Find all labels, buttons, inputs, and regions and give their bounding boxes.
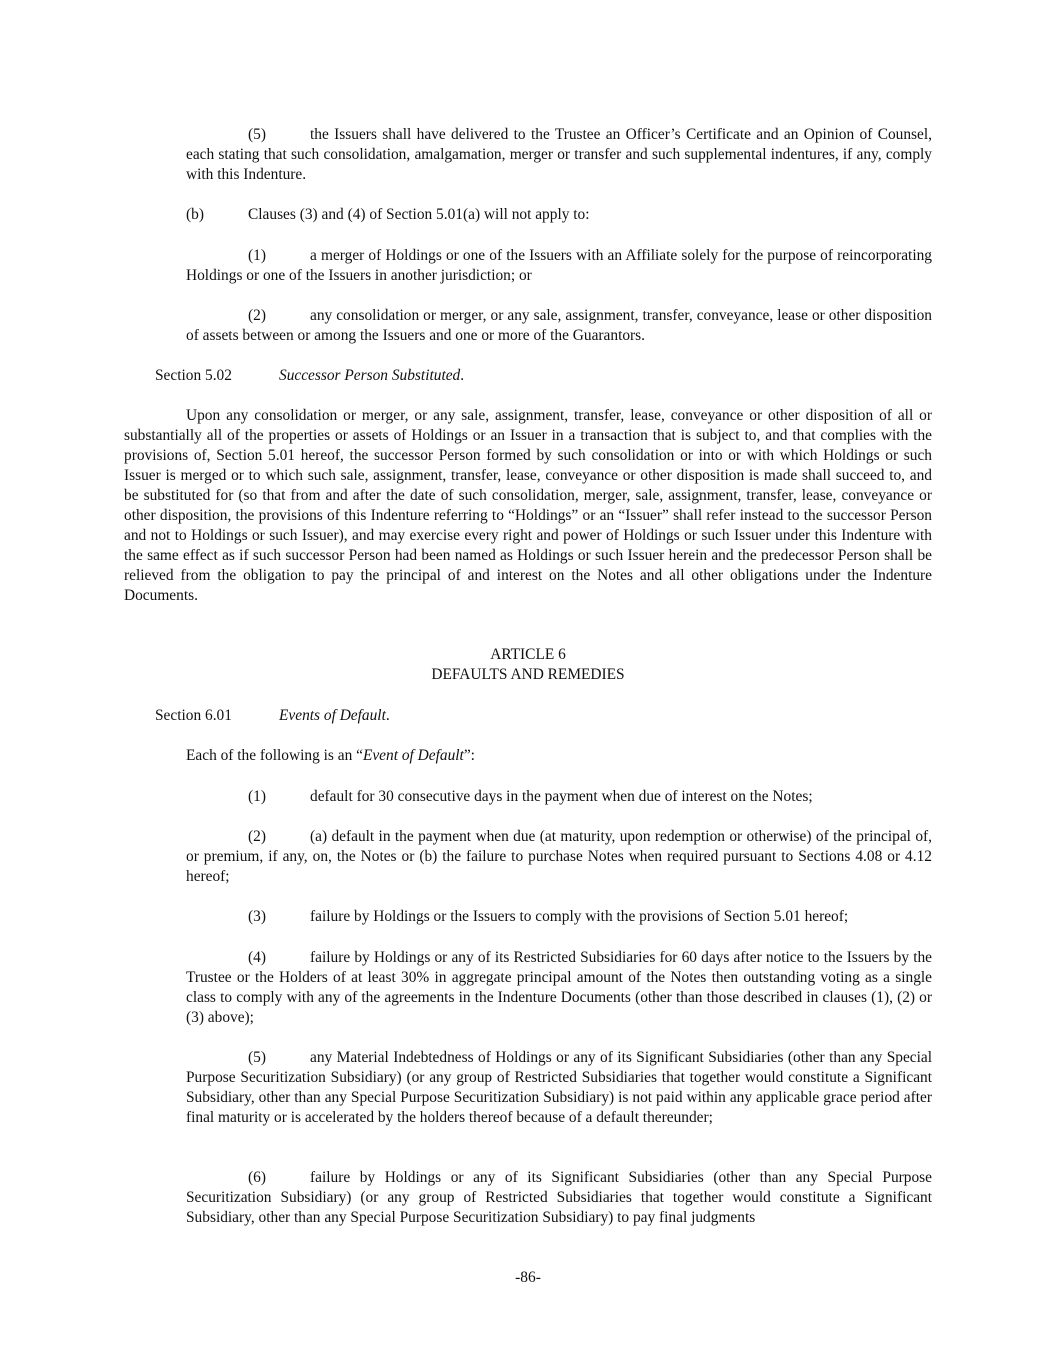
clause-b2 xyxy=(186,306,932,346)
clause-number: (5) xyxy=(248,1049,266,1066)
event-of-default-item xyxy=(186,787,932,807)
clause-number: (4) xyxy=(248,949,266,966)
clause-text: (a) default in the payment when due (at maturity, upon redemption or otherwise) of the principal of, or premium, if any, on, the Notes or (b) the failure to purchase Notes when required pursuant to Sections 4.08 or 4.12 hereof; xyxy=(186,828,932,885)
clause-number: (1) xyxy=(248,788,266,805)
section-heading-502 xyxy=(155,366,464,386)
clause-text: failure by Holdings or any of its Significant Subsidiaries (other than any Special Purpose Securitization Subsidiary) (or any group of Restricted Subsidiaries that together would constitute a Significant Subsidiary, other than any Special Purpose Securitization Subsidiary) to pay final judgments xyxy=(186,1169,932,1226)
clause-b xyxy=(186,205,932,225)
clause-text: failure by Holdings or any of its Restricted Subsidiaries for 60 days after notice to the Issuers by the Trustee or the Holders of at least 30% in aggregate principal amount of the Notes then outstanding voting as a single class to comply with any of the agreements in the Indenture Documents (other than those described in clauses (1), (2) or (3) above); xyxy=(186,949,932,1026)
clause-number: (1) xyxy=(248,247,266,264)
page-number: -86- xyxy=(515,1269,541,1286)
clause-number: (2) xyxy=(248,307,266,324)
clause-text: default for 30 consecutive days in the payment when due of interest on the Notes; xyxy=(310,788,813,805)
clause-number: (b) xyxy=(186,206,204,223)
event-of-default-item xyxy=(186,1048,932,1128)
section-502-body: Upon any consolidation or merger, or any sale, assignment, transfer, lease, conveyance or other disposition of all or substantially all of the properties or assets of Holdings or an Issuer in a transaction that is subject to, and that complies with the provisions of, Section 5.01 hereof, the successor Person formed by such consolidation or into or with which Holdings or such Issuer is merged or to which such sale, assignment, transfer, lease, conveyance or other disposition is made shall succeed to, and be substituted for (so that from and after the date of such consolidation, merger, sale, assignment, transfer, lease, conveyance or other disposition, the provisions of this Indenture referring to “Holdings” or an “Issuer” shall refer instead to the successor Person and not to Holdings or such Issuer), and may exercise every right and power of Holdings or such Issuer under this Indenture with the same effect as if such successor Person had been named as Holdings or such Issuer herein and the predecessor Person shall be relieved from the obligation to pay the principal of and interest on the Notes and all other obligations under the Indenture Documents. xyxy=(124,407,932,604)
clause-b1 xyxy=(186,246,932,286)
event-of-default-item xyxy=(186,948,932,1028)
clause-number: (6) xyxy=(248,1169,266,1186)
section-label: Section 6.01 xyxy=(155,707,232,724)
section-title-period: . xyxy=(385,707,390,724)
clause-number: (3) xyxy=(248,908,266,925)
event-of-default-item xyxy=(186,1168,932,1228)
event-of-default-item xyxy=(186,907,932,927)
intro-text-end: ”: xyxy=(463,747,475,764)
clause-text: any consolidation or merger, or any sale, assignment, transfer, conveyance, lease or other disposition of assets between or among the Issuers and one or more of the Guarantors. xyxy=(186,307,932,344)
article-heading: ARTICLE 6 xyxy=(490,646,566,663)
section-heading-601 xyxy=(155,706,390,726)
events-intro xyxy=(186,746,932,766)
clause-number: (2) xyxy=(248,828,266,845)
article-subheading: DEFAULTS AND REMEDIES xyxy=(431,666,625,683)
clause-text: any Material Indebtedness of Holdings or any of its Significant Subsidiaries (other than any Special Purpose Securitization Subsidiary) (or any group of Restricted Subsidiaries that together would constitute a Significant Subsidiary, other than any Special Purpose Securitization Subsidiary) is not paid within any applicable grace period after final maturity or is accelerated by the holders thereof because of a default thereunder; xyxy=(186,1049,932,1126)
clause-number: (5) xyxy=(248,126,266,143)
clause-text: failure by Holdings or the Issuers to comply with the provisions of Section 5.01 hereof; xyxy=(310,908,849,925)
section-label: Section 5.02 xyxy=(155,367,232,384)
section-title: Events of Default xyxy=(279,707,386,724)
event-of-default-item xyxy=(186,827,932,887)
clause-text: a merger of Holdings or one of the Issuers with an Affiliate solely for the purpose of reincorporating Holdings or one of the Issuers in another jurisdiction; or xyxy=(186,247,932,284)
clause-text: the Issuers shall have delivered to the Trustee an Officer’s Certificate and an Opinion of Counsel, each stating that such consolidation, amalgamation, merger or transfer and such supplemental indentures, if any, comply with this Indenture. xyxy=(186,126,932,183)
section-title: Successor Person Substituted xyxy=(279,367,461,384)
clause-a5 xyxy=(186,125,932,185)
section-title-period: . xyxy=(460,367,465,384)
defined-term: Event of Default xyxy=(362,747,464,764)
intro-text: Each of the following is an “ xyxy=(186,747,363,764)
clause-text: Clauses (3) and (4) of Section 5.01(a) will not apply to: xyxy=(248,206,590,223)
